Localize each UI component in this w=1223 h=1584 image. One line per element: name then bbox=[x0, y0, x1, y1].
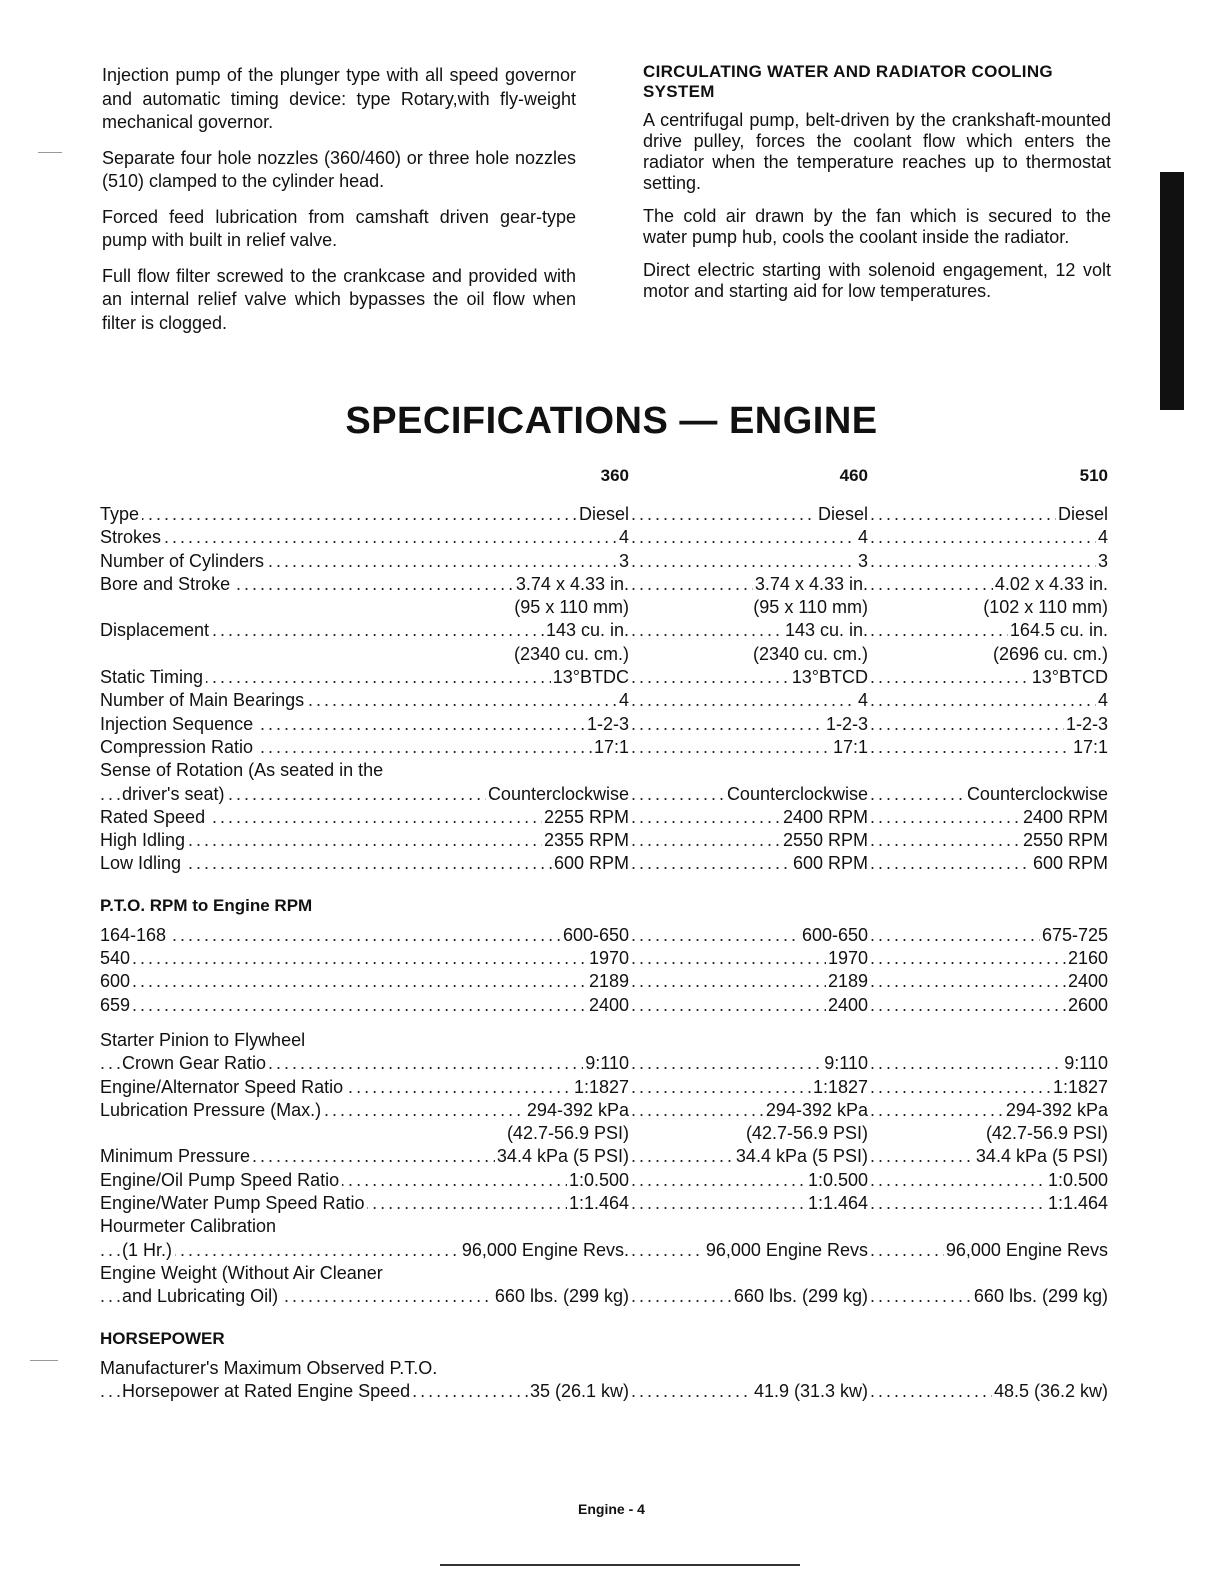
spec-subrow: (2340 cu. cm.) (2340 cu. cm.) (2696 cu. cm.) bbox=[100, 643, 1108, 666]
horsepower-heading: HORSEPOWER bbox=[100, 1328, 225, 1348]
model-header-460: 460 bbox=[839, 466, 868, 485]
spec-label-row: Starter Pinion to Flywheel bbox=[100, 1029, 1108, 1052]
spec-row: Minimum Pressure . . . 34.4 kPa (5 PSI) . . . 34.4 kPa (5 PSI) . . . 34.4 kPa (5 PSI) bbox=[100, 1145, 1108, 1168]
scan-mark bbox=[38, 152, 62, 153]
spec-row: driver's seat) . . . Counterclockwise . . . Counterclockwise . . . Counterclockwise bbox=[100, 783, 1108, 806]
spec-label-row: Engine Weight (Without Air Cleaner bbox=[100, 1262, 1108, 1285]
spec-row: Rated Speed . . . 2255 RPM . . . 2400 RPM . . . 2400 RPM bbox=[100, 806, 1108, 829]
model-header-360: 360 bbox=[600, 466, 629, 485]
spec-row: Number of Main Bearings . . . 4 . . . 4 . . . 4 bbox=[100, 689, 1108, 712]
spec-row: Number of Cylinders . . . 3 . . . 3 . . . 3 bbox=[100, 550, 1108, 573]
spec-row: (1 Hr.) . . . 96,000 Engine Revs. . . . 96,000 Engine Revs . . . 96,000 Engine Revs bbox=[100, 1239, 1108, 1262]
spec-row: Displacement . . . 143 cu. in. . . . 143 cu. in. . . . 164.5 cu. in. bbox=[100, 619, 1108, 642]
paragraph: A centrifugal pump, belt-driven by the crankshaft-mounted drive pulley, forces the coolant flow which enters the radiator when the temperature reaches up to thermostat setting. bbox=[643, 110, 1111, 193]
spec-row: High Idling . . . 2355 RPM . . . 2550 RPM . . . 2550 RPM bbox=[100, 829, 1108, 852]
cooling-heading: CIRCULATING WATER AND RADIATOR COOLING SYSTEM bbox=[643, 62, 1053, 101]
spec-row: 164-168 . . . 600-650 . . . 600-650 . . . 675-725 bbox=[100, 924, 1108, 947]
spec-label-row: Manufacturer's Maximum Observed P.T.O. bbox=[100, 1357, 1108, 1380]
page-title: SPECIFICATIONS — ENGINE bbox=[345, 400, 878, 442]
bottom-rule bbox=[440, 1564, 800, 1566]
spec-subrow: (42.7-56.9 PSI) (42.7-56.9 PSI) (42.7-56.9 PSI) bbox=[100, 1122, 1108, 1145]
spec-row: 540 . . . 1970 . . . 1970 . . . 2160 bbox=[100, 947, 1108, 970]
paragraph: Direct electric starting with solenoid engagement, 12 volt motor and starting aid for low temperatures. bbox=[643, 260, 1111, 301]
spec-row: Lubrication Pressure (Max.) . . . 294-392 kPa . . . 294-392 kPa . . . 294-392 kPa bbox=[100, 1099, 1108, 1122]
spec-row: 600 . . . 2189 . . . 2189 . . . 2400 bbox=[100, 970, 1108, 993]
spec-row: Engine/Alternator Speed Ratio . . . 1:1827 . . . 1:1827 . . . 1:1827 bbox=[100, 1076, 1108, 1099]
pto-heading: P.T.O. RPM to Engine RPM bbox=[100, 895, 313, 915]
spec-row: Compression Ratio . . . 17:1 . . . 17:1 . . . 17:1 bbox=[100, 736, 1108, 759]
spec-row: Low Idling . . . 600 RPM . . . 600 RPM . . . 600 RPM bbox=[100, 852, 1108, 875]
spec-row: Crown Gear Ratio . . . 9:110 . . . 9:110 . . . 9:110 bbox=[100, 1052, 1108, 1075]
scan-mark bbox=[30, 1360, 58, 1361]
spec-row: Bore and Stroke . . . 3.74 x 4.33 in. . . . 3.74 x 4.33 in. . . . 4.02 x 4.33 in. bbox=[100, 573, 1108, 596]
paragraph: Injection pump of the plunger type with all speed governor and automatic timing device: type Rotary,with fly-weight mechanical governor. bbox=[102, 65, 576, 132]
spec-row: Static Timing . . . 13°BTDC . . . 13°BTCD . . . 13°BTCD bbox=[100, 666, 1108, 689]
spec-row: Strokes . . . 4 . . . 4 . . . 4 bbox=[100, 526, 1108, 549]
section-tab-marker bbox=[1160, 172, 1184, 410]
right-text-column bbox=[643, 62, 1111, 314]
spec-row: 659 . . . 2400 . . . 2400 . . . 2600 bbox=[100, 994, 1108, 1017]
paragraph: Full flow filter screwed to the crankcase and provided with an internal relief valve which bypasses the oil flow when filter is clogged. bbox=[102, 265, 576, 333]
paragraph: Separate four hole nozzles (360/460) or three hole nozzles (510) clamped to the cylinder head. bbox=[102, 147, 576, 191]
paragraph: Forced feed lubrication from camshaft driven gear-type pump with built in relief valve. bbox=[102, 206, 576, 250]
left-text-column bbox=[102, 64, 576, 347]
spec-row: Type . . . Diesel . . . Diesel . . . Diesel bbox=[100, 503, 1108, 526]
model-header-510: 510 bbox=[1079, 466, 1108, 485]
spec-label-row: Hourmeter Calibration bbox=[100, 1215, 1108, 1238]
spec-label-row: Sense of Rotation (As seated in the bbox=[100, 759, 1108, 782]
spec-row: Injection Sequence . . . 1-2-3 . . . 1-2-3 . . . 1-2-3 bbox=[100, 713, 1108, 736]
spec-row: Engine/Oil Pump Speed Ratio . . . 1:0.500 . . . 1:0.500 . . . 1:0.500 bbox=[100, 1169, 1108, 1192]
paragraph: The cold air drawn by the fan which is secured to the water pump hub, cools the coolant inside the radiator. bbox=[643, 206, 1111, 247]
spec-table bbox=[100, 503, 1108, 1403]
spec-row: Engine/Water Pump Speed Ratio . . . 1:1.464 . . . 1:1.464 . . . 1:1.464 bbox=[100, 1192, 1108, 1215]
page-footer: Engine - 4 bbox=[578, 1501, 645, 1517]
spec-subrow: (95 x 110 mm) (95 x 110 mm) (102 x 110 mm) bbox=[100, 596, 1108, 619]
spec-row: Horsepower at Rated Engine Speed . . . 35 (26.1 kw) . . . 41.9 (31.3 kw) . . . 48.5 (36.2 kw) bbox=[100, 1380, 1108, 1403]
spec-row: and Lubricating Oil) . . . 660 lbs. (299 kg) . . . 660 lbs. (299 kg) . . . 660 lbs. (299 kg) bbox=[100, 1285, 1108, 1308]
